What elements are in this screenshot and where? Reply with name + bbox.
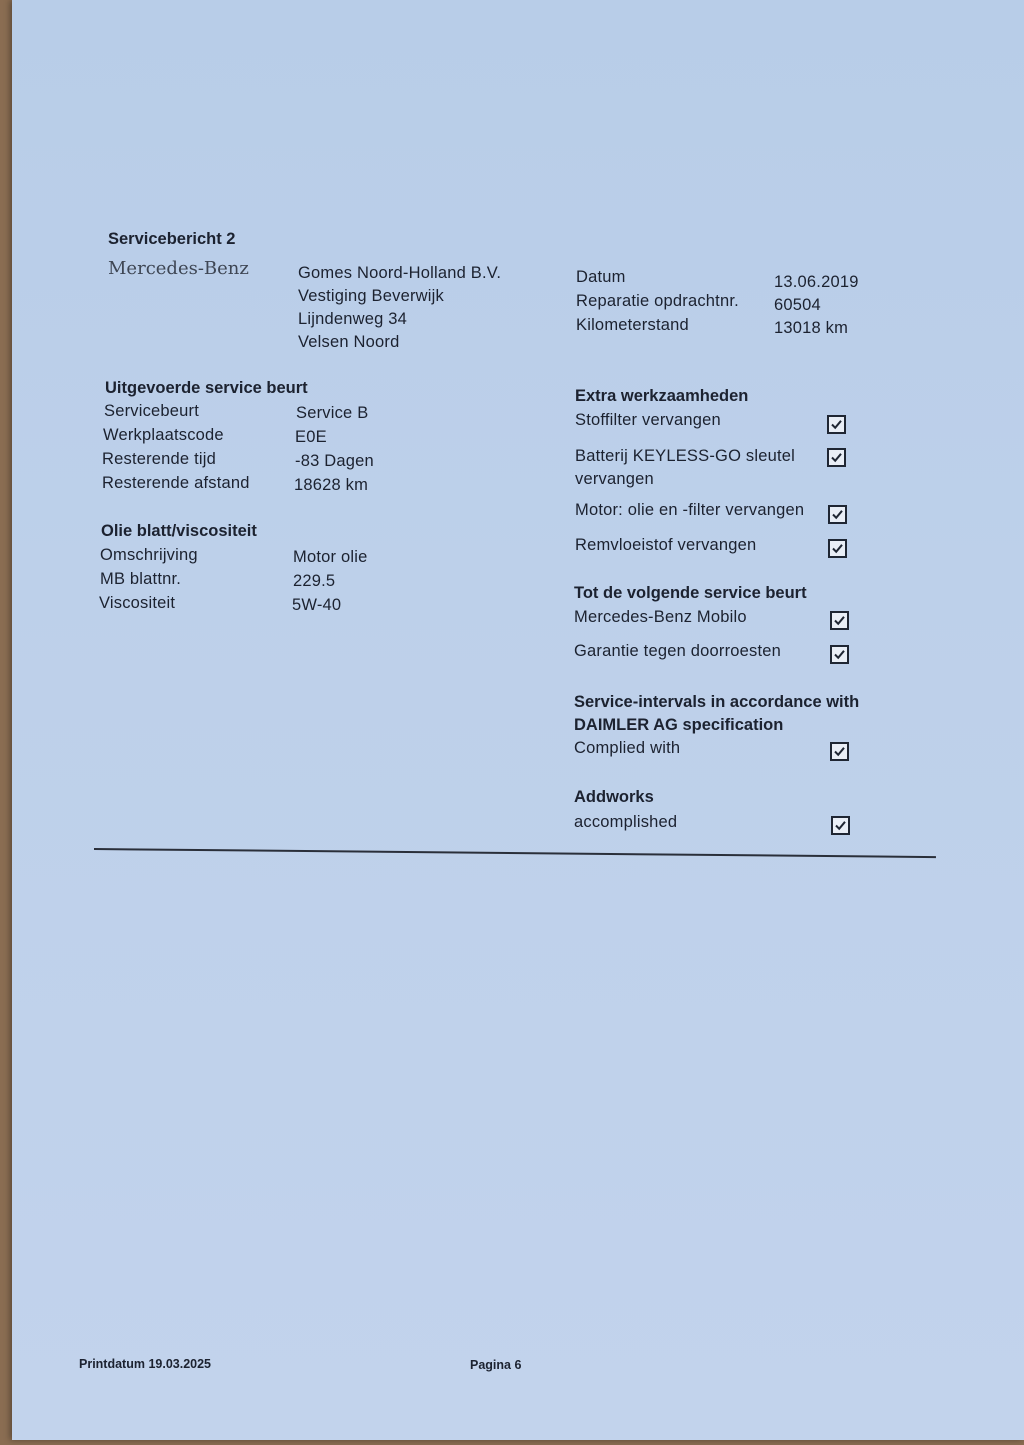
- addworks-heading: Addworks: [574, 788, 654, 806]
- report-title: Servicebericht 2: [108, 230, 236, 248]
- next-item-label: Mercedes-Benz Mobilo: [574, 608, 747, 626]
- checkmark-icon: [833, 614, 846, 627]
- service-label: Resterende afstand: [102, 474, 250, 492]
- meta-value-date: 13.06.2019: [774, 273, 859, 291]
- dealer-name: Gomes Noord-Holland B.V.: [298, 264, 502, 282]
- checkbox-checked[interactable]: [828, 539, 847, 558]
- checkmark-icon: [830, 418, 843, 431]
- meta-label-order: Reparatie opdrachtnr.: [576, 292, 739, 310]
- checkbox-checked[interactable]: [831, 816, 850, 835]
- oil-value: 229.5: [293, 572, 336, 590]
- oil-value: Motor olie: [293, 548, 368, 566]
- next-item-label: Garantie tegen doorroesten: [574, 642, 782, 660]
- checkbox-checked[interactable]: [830, 611, 849, 630]
- oil-label: MB blattnr.: [100, 570, 182, 588]
- service-value: E0E: [295, 428, 327, 446]
- page-number: Pagina 6: [470, 1358, 522, 1372]
- extra-heading: Extra werkzaamheden: [575, 387, 749, 405]
- intervals-item-label: Complied with: [574, 739, 681, 757]
- meta-label-mileage: Kilometerstand: [576, 316, 689, 334]
- service-value: -83 Dagen: [295, 452, 374, 470]
- addworks-item-label: accomplished: [574, 813, 678, 831]
- checkmark-icon: [834, 819, 847, 832]
- dealer-branch: Vestiging Beverwijk: [298, 287, 444, 305]
- oil-label: Omschrijving: [100, 546, 198, 564]
- checkbox-checked[interactable]: [827, 448, 846, 467]
- service-value: Service B: [296, 404, 369, 422]
- service-label: Resterende tijd: [102, 450, 216, 468]
- meta-label-date: Datum: [576, 268, 626, 286]
- checkmark-icon: [830, 451, 843, 464]
- print-date: Printdatum 19.03.2025: [79, 1357, 212, 1371]
- section-divider: [94, 848, 936, 858]
- extra-item-label: Batterij KEYLESS-GO sleutel vervangen: [575, 447, 795, 488]
- extra-item-label: Stoffilter vervangen: [575, 411, 721, 429]
- checkmark-icon: [831, 542, 844, 555]
- extra-item-label: Remvloeistof vervangen: [575, 536, 757, 554]
- extra-item-label: Motor: olie en -filter vervangen: [575, 501, 805, 519]
- checkbox-checked[interactable]: [830, 742, 849, 761]
- checkbox-checked[interactable]: [828, 505, 847, 524]
- checkmark-icon: [833, 745, 846, 758]
- oil-heading: Olie blatt/viscositeit: [101, 522, 257, 540]
- dealer-street: Lijndenweg 34: [298, 310, 408, 328]
- oil-value: 5W-40: [292, 596, 342, 614]
- intervals-heading: Service-intervals in accordance with DAIMLER AG specification: [574, 693, 860, 734]
- checkbox-checked[interactable]: [827, 415, 846, 434]
- service-label: Servicebeurt: [104, 402, 200, 420]
- meta-value-order: 60504: [774, 296, 821, 314]
- meta-value-mileage: 13018 km: [774, 319, 849, 337]
- service-value: 18628 km: [294, 476, 369, 494]
- service-label: Werkplaatscode: [103, 426, 224, 444]
- brand-logo-text: Mercedes-Benz: [108, 258, 249, 279]
- service-heading: Uitgevoerde service beurt: [105, 379, 308, 397]
- oil-label: Viscositeit: [99, 594, 176, 612]
- checkbox-checked[interactable]: [830, 645, 849, 664]
- dealer-city: Velsen Noord: [298, 333, 400, 351]
- checkmark-icon: [831, 508, 844, 521]
- next-heading: Tot de volgende service beurt: [574, 584, 807, 602]
- document-page: [12, 0, 1024, 1440]
- checkmark-icon: [833, 648, 846, 661]
